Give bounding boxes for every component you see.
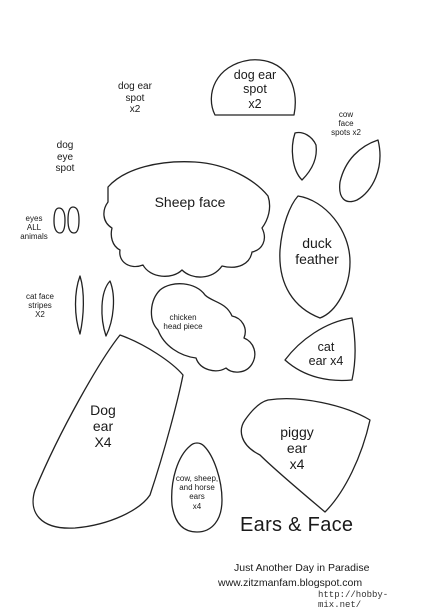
eye-right-outline [68, 207, 79, 233]
label-line: duck [302, 235, 332, 251]
page-title: Ears & Face [240, 514, 354, 536]
label-line: spots x2 [331, 128, 361, 138]
label-line: eye [56, 151, 74, 163]
label-line: X2 [35, 310, 45, 320]
dog-ear-label [78, 402, 128, 450]
label-line: ear [92, 418, 114, 435]
label-line: dog ear [233, 68, 277, 82]
duck-feather-label [282, 235, 352, 267]
cat-face-stripes-label [16, 292, 64, 320]
dog-ear-spot-small-label [112, 81, 158, 116]
label-line: animals [20, 232, 48, 242]
label-line: eyes [25, 214, 43, 223]
label-line: chicken [169, 313, 197, 322]
cow-sheep-horse-ears-label [171, 474, 223, 511]
label-line: Dog [90, 402, 116, 418]
cow-face-spot-right-outline [340, 140, 380, 202]
label-line: and horse [179, 483, 215, 493]
cat-stripe-right-outline [102, 281, 114, 336]
label-line: piggy [280, 424, 314, 440]
label-line: x2 [248, 96, 262, 111]
label-line: x4 [192, 501, 202, 511]
eye-left-outline [54, 208, 65, 233]
label-line: feather [295, 251, 339, 268]
sheep-face-label [140, 194, 240, 210]
label-line: head piece [163, 322, 203, 332]
label-line: ALL [26, 223, 42, 233]
label-line: ear [286, 440, 308, 457]
label-line: X4 [94, 434, 112, 451]
label-line: spot [55, 163, 75, 174]
cat-stripe-left-outline [76, 276, 84, 334]
label-line: x4 [289, 456, 305, 473]
label-line: spot [243, 82, 267, 97]
label-line: spot [125, 92, 145, 104]
eyes-all-animals-label [14, 214, 54, 242]
watermark: http://hobby-mix.net/ [318, 590, 389, 610]
label-line: cat [317, 340, 335, 354]
sheep-face-outline [104, 162, 270, 277]
label-line: dog ear [118, 81, 152, 92]
cow-face-spot-left-outline [292, 133, 316, 180]
dog-ear-spot-large-label [222, 68, 288, 111]
label-line: x2 [129, 104, 141, 115]
label-line: stripes [28, 301, 52, 311]
cow-face-spots-label [322, 110, 370, 138]
dog-eye-spot-label [46, 140, 84, 175]
label-line: cat face [25, 292, 54, 301]
label-line: cow, sheep, [175, 474, 219, 483]
footer-url: www.zitzmanfam.blogspot.com [218, 577, 363, 589]
label-line: Sheep face [154, 194, 226, 210]
cat-ear-label [298, 340, 354, 369]
label-line: face [338, 119, 354, 129]
label-line: ear x4 [308, 354, 344, 369]
label-line: ears [189, 492, 205, 502]
label-line: dog [56, 140, 74, 151]
label-line: cow [338, 110, 354, 119]
piggy-ear-label [270, 424, 324, 472]
footer-tagline: Just Another Day in Paradise [234, 562, 370, 574]
chicken-head-piece-label [152, 313, 214, 331]
